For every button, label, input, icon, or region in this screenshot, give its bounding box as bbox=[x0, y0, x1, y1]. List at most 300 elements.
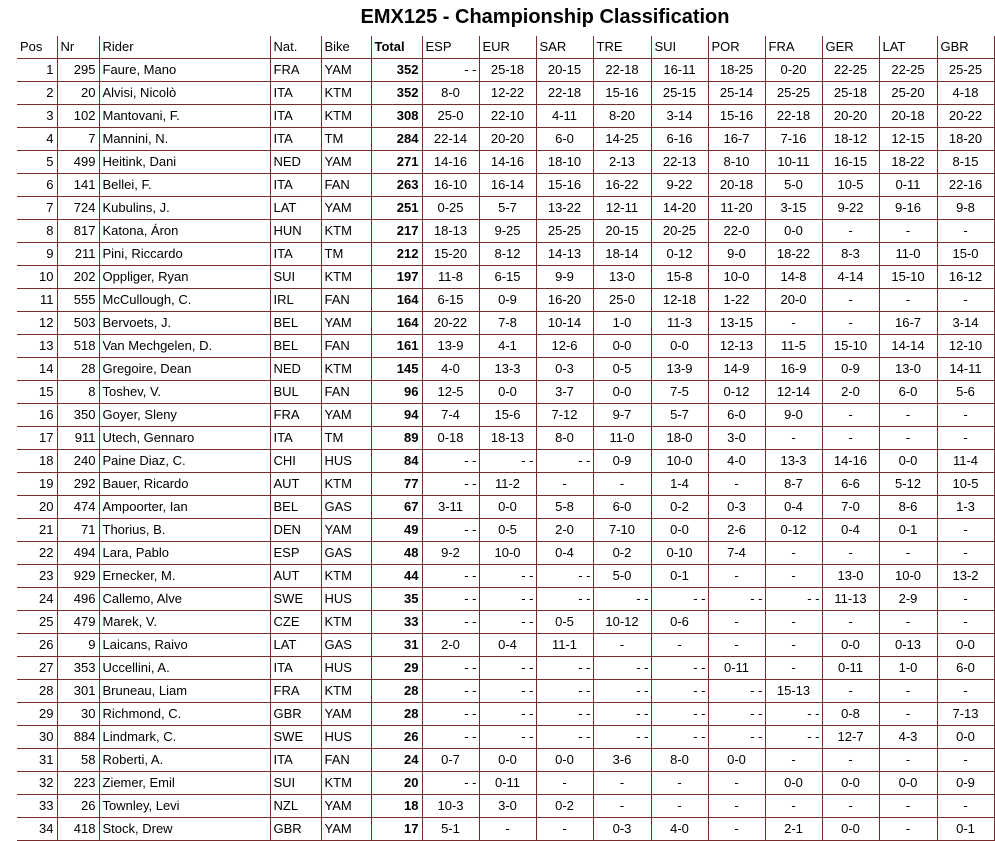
result-cell: - - bbox=[422, 473, 479, 496]
rider-cell: McCullough, C. bbox=[99, 289, 270, 312]
number-cell: 884 bbox=[57, 726, 99, 749]
result-cell: 10-14 bbox=[536, 312, 593, 335]
total-cell: 18 bbox=[371, 795, 422, 818]
result-cell: - - bbox=[422, 588, 479, 611]
result-cell: 20-22 bbox=[422, 312, 479, 335]
result-cell: 11-20 bbox=[708, 197, 765, 220]
result-cell: 15-10 bbox=[822, 335, 879, 358]
pos-cell: 20 bbox=[17, 496, 57, 519]
result-cell: 0-4 bbox=[765, 496, 822, 519]
result-cell: 22-14 bbox=[422, 128, 479, 151]
result-cell: 10-0 bbox=[651, 450, 708, 473]
result-cell: 15-13 bbox=[765, 680, 822, 703]
bike-cell: KTM bbox=[321, 220, 371, 243]
result-cell: - - bbox=[479, 703, 536, 726]
number-cell: 496 bbox=[57, 588, 99, 611]
result-cell: - bbox=[536, 818, 593, 841]
result-cell: 0-11 bbox=[479, 772, 536, 795]
pos-cell: 14 bbox=[17, 358, 57, 381]
bike-cell: TM bbox=[321, 128, 371, 151]
pos-cell: 17 bbox=[17, 427, 57, 450]
number-cell: 353 bbox=[57, 657, 99, 680]
result-cell: - - bbox=[479, 726, 536, 749]
result-cell: - - bbox=[593, 703, 651, 726]
bike-cell: KTM bbox=[321, 473, 371, 496]
result-cell: - - bbox=[593, 680, 651, 703]
bike-cell: KTM bbox=[321, 680, 371, 703]
column-header-fra: FRA bbox=[765, 36, 822, 59]
result-cell: 16-7 bbox=[708, 128, 765, 151]
result-cell: 9-25 bbox=[479, 220, 536, 243]
nationality-cell: CZE bbox=[270, 611, 321, 634]
result-cell: 25-0 bbox=[593, 289, 651, 312]
result-cell: 9-7 bbox=[593, 404, 651, 427]
result-cell: 16-9 bbox=[765, 358, 822, 381]
total-cell: 26 bbox=[371, 726, 422, 749]
pos-cell: 26 bbox=[17, 634, 57, 657]
result-cell: 7-0 bbox=[822, 496, 879, 519]
result-cell: 6-0 bbox=[536, 128, 593, 151]
pos-cell: 16 bbox=[17, 404, 57, 427]
result-cell: 0-0 bbox=[879, 772, 937, 795]
result-cell: 22-16 bbox=[937, 174, 994, 197]
column-header-esp: ESP bbox=[422, 36, 479, 59]
result-cell: 0-0 bbox=[536, 749, 593, 772]
result-cell: 18-13 bbox=[479, 427, 536, 450]
table-row bbox=[17, 220, 994, 243]
result-cell: 0-4 bbox=[536, 542, 593, 565]
result-cell: 2-0 bbox=[422, 634, 479, 657]
total-cell: 48 bbox=[371, 542, 422, 565]
result-cell: 12-7 bbox=[822, 726, 879, 749]
result-cell: 13-0 bbox=[593, 266, 651, 289]
result-cell: - bbox=[937, 611, 994, 634]
table-row bbox=[17, 519, 994, 542]
table-row bbox=[17, 542, 994, 565]
total-cell: 67 bbox=[371, 496, 422, 519]
column-header-sar: SAR bbox=[536, 36, 593, 59]
result-cell: 11-0 bbox=[879, 243, 937, 266]
column-header-ger: GER bbox=[822, 36, 879, 59]
table-row bbox=[17, 588, 994, 611]
result-cell: - - bbox=[708, 680, 765, 703]
result-cell: - - bbox=[651, 726, 708, 749]
table-row bbox=[17, 795, 994, 818]
rider-cell: Paine Diaz, C. bbox=[99, 450, 270, 473]
bike-cell: HUS bbox=[321, 588, 371, 611]
result-cell: 15-16 bbox=[708, 105, 765, 128]
result-cell: 13-9 bbox=[651, 358, 708, 381]
result-cell: - - bbox=[651, 657, 708, 680]
result-cell: 8-0 bbox=[422, 82, 479, 105]
pos-cell: 34 bbox=[17, 818, 57, 841]
bike-cell: YAM bbox=[321, 818, 371, 841]
result-cell: - bbox=[879, 680, 937, 703]
result-cell: - bbox=[879, 289, 937, 312]
result-cell: 11-1 bbox=[536, 634, 593, 657]
bike-cell: YAM bbox=[321, 312, 371, 335]
table-row bbox=[17, 473, 994, 496]
result-cell: - bbox=[822, 542, 879, 565]
result-cell: - - bbox=[593, 657, 651, 680]
result-cell: 20-25 bbox=[651, 220, 708, 243]
result-cell: - bbox=[937, 749, 994, 772]
result-cell: 15-6 bbox=[479, 404, 536, 427]
bike-cell: FAN bbox=[321, 749, 371, 772]
result-cell: 13-0 bbox=[879, 358, 937, 381]
total-cell: 284 bbox=[371, 128, 422, 151]
result-cell: 3-7 bbox=[536, 381, 593, 404]
result-cell: 18-13 bbox=[422, 220, 479, 243]
result-cell: 0-9 bbox=[593, 450, 651, 473]
bike-cell: HUS bbox=[321, 450, 371, 473]
result-cell: 7-8 bbox=[479, 312, 536, 335]
result-cell: - bbox=[479, 818, 536, 841]
number-cell: 30 bbox=[57, 703, 99, 726]
result-cell: 9-9 bbox=[536, 266, 593, 289]
nationality-cell: NED bbox=[270, 151, 321, 174]
result-cell: 10-5 bbox=[937, 473, 994, 496]
result-cell: - bbox=[651, 795, 708, 818]
total-cell: 308 bbox=[371, 105, 422, 128]
result-cell: 16-12 bbox=[937, 266, 994, 289]
table-row bbox=[17, 496, 994, 519]
rider-cell: Bervoets, J. bbox=[99, 312, 270, 335]
result-cell: 0-0 bbox=[937, 634, 994, 657]
result-cell: 1-22 bbox=[708, 289, 765, 312]
result-cell: 0-9 bbox=[937, 772, 994, 795]
result-cell: - bbox=[765, 611, 822, 634]
rider-cell: Mannini, N. bbox=[99, 128, 270, 151]
rider-cell: Oppliger, Ryan bbox=[99, 266, 270, 289]
result-cell: - bbox=[822, 289, 879, 312]
pos-cell: 12 bbox=[17, 312, 57, 335]
table-row bbox=[17, 404, 994, 427]
result-cell: 14-16 bbox=[422, 151, 479, 174]
table-row bbox=[17, 680, 994, 703]
result-cell: 0-0 bbox=[593, 335, 651, 358]
result-cell: 0-3 bbox=[708, 496, 765, 519]
result-cell: 2-13 bbox=[593, 151, 651, 174]
result-cell: 0-7 bbox=[422, 749, 479, 772]
rider-cell: Ziemer, Emil bbox=[99, 772, 270, 795]
rider-cell: Bellei, F. bbox=[99, 174, 270, 197]
rider-cell: Callemo, Alve bbox=[99, 588, 270, 611]
result-cell: - bbox=[765, 749, 822, 772]
result-cell: 10-0 bbox=[479, 542, 536, 565]
result-cell: 2-6 bbox=[708, 519, 765, 542]
number-cell: 211 bbox=[57, 243, 99, 266]
result-cell: 0-12 bbox=[708, 381, 765, 404]
result-cell: 10-5 bbox=[822, 174, 879, 197]
result-cell: - - bbox=[536, 450, 593, 473]
nationality-cell: BEL bbox=[270, 496, 321, 519]
result-cell: 5-8 bbox=[536, 496, 593, 519]
result-cell: 5-0 bbox=[765, 174, 822, 197]
result-cell: - bbox=[879, 427, 937, 450]
nationality-cell: BUL bbox=[270, 381, 321, 404]
rider-cell: Kubulins, J. bbox=[99, 197, 270, 220]
result-cell: - bbox=[536, 473, 593, 496]
rider-cell: Bauer, Ricardo bbox=[99, 473, 270, 496]
result-cell: 25-20 bbox=[879, 82, 937, 105]
pos-cell: 30 bbox=[17, 726, 57, 749]
result-cell: 18-25 bbox=[708, 59, 765, 82]
nationality-cell: AUT bbox=[270, 565, 321, 588]
table-row bbox=[17, 427, 994, 450]
result-cell: 6-15 bbox=[422, 289, 479, 312]
result-cell: - bbox=[536, 772, 593, 795]
result-cell: - bbox=[937, 220, 994, 243]
result-cell: - bbox=[765, 542, 822, 565]
total-cell: 44 bbox=[371, 565, 422, 588]
result-cell: 20-15 bbox=[593, 220, 651, 243]
number-cell: 929 bbox=[57, 565, 99, 588]
result-cell: 6-6 bbox=[822, 473, 879, 496]
result-cell: 16-14 bbox=[479, 174, 536, 197]
result-cell: 4-18 bbox=[937, 82, 994, 105]
pos-cell: 32 bbox=[17, 772, 57, 795]
bike-cell: KTM bbox=[321, 82, 371, 105]
result-cell: 0-13 bbox=[879, 634, 937, 657]
result-cell: - - bbox=[593, 588, 651, 611]
result-cell: - - bbox=[422, 450, 479, 473]
result-cell: 6-16 bbox=[651, 128, 708, 151]
result-cell: 0-2 bbox=[651, 496, 708, 519]
result-cell: 22-10 bbox=[479, 105, 536, 128]
result-cell: 25-15 bbox=[651, 82, 708, 105]
rider-cell: Bruneau, Liam bbox=[99, 680, 270, 703]
nationality-cell: SWE bbox=[270, 588, 321, 611]
result-cell: 5-7 bbox=[651, 404, 708, 427]
result-cell: 20-15 bbox=[536, 59, 593, 82]
result-cell: - bbox=[822, 795, 879, 818]
result-cell: 20-0 bbox=[765, 289, 822, 312]
result-cell: 20-20 bbox=[479, 128, 536, 151]
bike-cell: FAN bbox=[321, 381, 371, 404]
nationality-cell: CHI bbox=[270, 450, 321, 473]
result-cell: 0-9 bbox=[822, 358, 879, 381]
pos-cell: 18 bbox=[17, 450, 57, 473]
bike-cell: KTM bbox=[321, 266, 371, 289]
bike-cell: KTM bbox=[321, 772, 371, 795]
bike-cell: HUS bbox=[321, 726, 371, 749]
result-cell: 7-10 bbox=[593, 519, 651, 542]
result-cell: - bbox=[822, 220, 879, 243]
result-cell: 13-3 bbox=[479, 358, 536, 381]
bike-cell: KTM bbox=[321, 611, 371, 634]
result-cell: 20-20 bbox=[822, 105, 879, 128]
nationality-cell: ITA bbox=[270, 657, 321, 680]
result-cell: 13-2 bbox=[937, 565, 994, 588]
result-cell: 4-11 bbox=[536, 105, 593, 128]
total-cell: 352 bbox=[371, 82, 422, 105]
nationality-cell: ITA bbox=[270, 105, 321, 128]
result-cell: 6-0 bbox=[937, 657, 994, 680]
result-cell: 4-1 bbox=[479, 335, 536, 358]
result-cell: - - bbox=[536, 588, 593, 611]
result-cell: 9-2 bbox=[422, 542, 479, 565]
result-cell: 16-20 bbox=[536, 289, 593, 312]
bike-cell: YAM bbox=[321, 59, 371, 82]
result-cell: - - bbox=[536, 703, 593, 726]
pos-cell: 22 bbox=[17, 542, 57, 565]
result-cell: 13-9 bbox=[422, 335, 479, 358]
number-cell: 295 bbox=[57, 59, 99, 82]
rider-cell: Utech, Gennaro bbox=[99, 427, 270, 450]
column-header-nat: Nat. bbox=[270, 36, 321, 59]
result-cell: 0-5 bbox=[593, 358, 651, 381]
result-cell: 0-20 bbox=[765, 59, 822, 82]
result-cell: 13-22 bbox=[536, 197, 593, 220]
number-cell: 141 bbox=[57, 174, 99, 197]
result-cell: 11-13 bbox=[822, 588, 879, 611]
result-cell: 5-6 bbox=[937, 381, 994, 404]
result-cell: 8-3 bbox=[822, 243, 879, 266]
number-cell: 20 bbox=[57, 82, 99, 105]
pos-cell: 2 bbox=[17, 82, 57, 105]
result-cell: 11-3 bbox=[651, 312, 708, 335]
result-cell: 10-11 bbox=[765, 151, 822, 174]
result-cell: 8-12 bbox=[479, 243, 536, 266]
result-cell: 0-0 bbox=[822, 818, 879, 841]
result-cell: 6-0 bbox=[708, 404, 765, 427]
result-cell: 0-12 bbox=[651, 243, 708, 266]
column-header-sui: SUI bbox=[651, 36, 708, 59]
result-cell: - bbox=[879, 818, 937, 841]
bike-cell: FAN bbox=[321, 335, 371, 358]
result-cell: 4-14 bbox=[822, 266, 879, 289]
result-cell: 16-11 bbox=[651, 59, 708, 82]
total-cell: 212 bbox=[371, 243, 422, 266]
page-title: EMX125 - Championship Classification bbox=[360, 6, 730, 28]
result-cell: 11-5 bbox=[765, 335, 822, 358]
pos-cell: 24 bbox=[17, 588, 57, 611]
result-cell: 3-6 bbox=[593, 749, 651, 772]
total-cell: 164 bbox=[371, 312, 422, 335]
table-row bbox=[17, 565, 994, 588]
result-cell: - - bbox=[536, 680, 593, 703]
result-cell: 7-4 bbox=[708, 542, 765, 565]
total-cell: 31 bbox=[371, 634, 422, 657]
result-cell: - bbox=[937, 519, 994, 542]
result-cell: 10-12 bbox=[593, 611, 651, 634]
rider-cell: Stock, Drew bbox=[99, 818, 270, 841]
result-cell: 0-0 bbox=[822, 772, 879, 795]
total-cell: 77 bbox=[371, 473, 422, 496]
rider-cell: Ampoorter, Ian bbox=[99, 496, 270, 519]
result-cell: - bbox=[879, 749, 937, 772]
total-cell: 35 bbox=[371, 588, 422, 611]
result-cell: 22-0 bbox=[708, 220, 765, 243]
result-cell: 0-4 bbox=[822, 519, 879, 542]
result-cell: 0-0 bbox=[765, 772, 822, 795]
result-cell: 15-20 bbox=[422, 243, 479, 266]
rider-cell: Mantovani, F. bbox=[99, 105, 270, 128]
result-cell: 2-0 bbox=[822, 381, 879, 404]
nationality-cell: ESP bbox=[270, 542, 321, 565]
bike-cell: GAS bbox=[321, 634, 371, 657]
bike-cell: GAS bbox=[321, 496, 371, 519]
total-cell: 96 bbox=[371, 381, 422, 404]
number-cell: 292 bbox=[57, 473, 99, 496]
pos-cell: 25 bbox=[17, 611, 57, 634]
result-cell: 0-0 bbox=[822, 634, 879, 657]
rider-cell: Goyer, Sleny bbox=[99, 404, 270, 427]
nationality-cell: AUT bbox=[270, 473, 321, 496]
result-cell: 0-0 bbox=[479, 749, 536, 772]
result-cell: - bbox=[879, 611, 937, 634]
result-cell: 0-0 bbox=[593, 381, 651, 404]
table-row bbox=[17, 703, 994, 726]
result-cell: 2-0 bbox=[536, 519, 593, 542]
result-cell: 8-7 bbox=[765, 473, 822, 496]
number-cell: 7 bbox=[57, 128, 99, 151]
result-cell: 11-0 bbox=[593, 427, 651, 450]
nationality-cell: LAT bbox=[270, 634, 321, 657]
pos-cell: 27 bbox=[17, 657, 57, 680]
result-cell: 15-10 bbox=[879, 266, 937, 289]
table-header-row bbox=[17, 36, 994, 59]
table-row bbox=[17, 611, 994, 634]
total-cell: 217 bbox=[371, 220, 422, 243]
column-header-rider: Rider bbox=[99, 36, 270, 59]
result-cell: 1-4 bbox=[651, 473, 708, 496]
result-cell: 0-0 bbox=[651, 335, 708, 358]
result-cell: - - bbox=[479, 680, 536, 703]
result-cell: 12-18 bbox=[651, 289, 708, 312]
result-cell: 9-0 bbox=[708, 243, 765, 266]
result-cell: 11-2 bbox=[479, 473, 536, 496]
result-cell: 4-0 bbox=[422, 358, 479, 381]
result-cell: - - bbox=[651, 703, 708, 726]
result-cell: 3-11 bbox=[422, 496, 479, 519]
table-row bbox=[17, 749, 994, 772]
result-cell: - - bbox=[479, 611, 536, 634]
result-cell: - bbox=[765, 657, 822, 680]
result-cell: 12-11 bbox=[593, 197, 651, 220]
table-row bbox=[17, 772, 994, 795]
result-cell: 4-0 bbox=[651, 818, 708, 841]
result-cell: 15-0 bbox=[937, 243, 994, 266]
table-row bbox=[17, 59, 994, 82]
number-cell: 474 bbox=[57, 496, 99, 519]
pos-cell: 11 bbox=[17, 289, 57, 312]
result-cell: 18-14 bbox=[593, 243, 651, 266]
table-row bbox=[17, 312, 994, 335]
result-cell: 14-16 bbox=[479, 151, 536, 174]
pos-cell: 19 bbox=[17, 473, 57, 496]
bike-cell: YAM bbox=[321, 519, 371, 542]
result-cell: - bbox=[593, 634, 651, 657]
result-cell: 25-18 bbox=[479, 59, 536, 82]
result-cell: - bbox=[651, 772, 708, 795]
table-row bbox=[17, 726, 994, 749]
result-cell: 0-8 bbox=[822, 703, 879, 726]
total-cell: 49 bbox=[371, 519, 422, 542]
result-cell: 0-2 bbox=[593, 542, 651, 565]
result-cell: 14-14 bbox=[879, 335, 937, 358]
total-cell: 263 bbox=[371, 174, 422, 197]
result-cell: 0-11 bbox=[708, 657, 765, 680]
column-header-nr: Nr bbox=[57, 36, 99, 59]
result-cell: 15-16 bbox=[536, 174, 593, 197]
result-cell: - - bbox=[479, 657, 536, 680]
result-cell: 0-6 bbox=[651, 611, 708, 634]
result-cell: - bbox=[593, 473, 651, 496]
result-cell: - - bbox=[422, 519, 479, 542]
result-cell: 0-9 bbox=[479, 289, 536, 312]
